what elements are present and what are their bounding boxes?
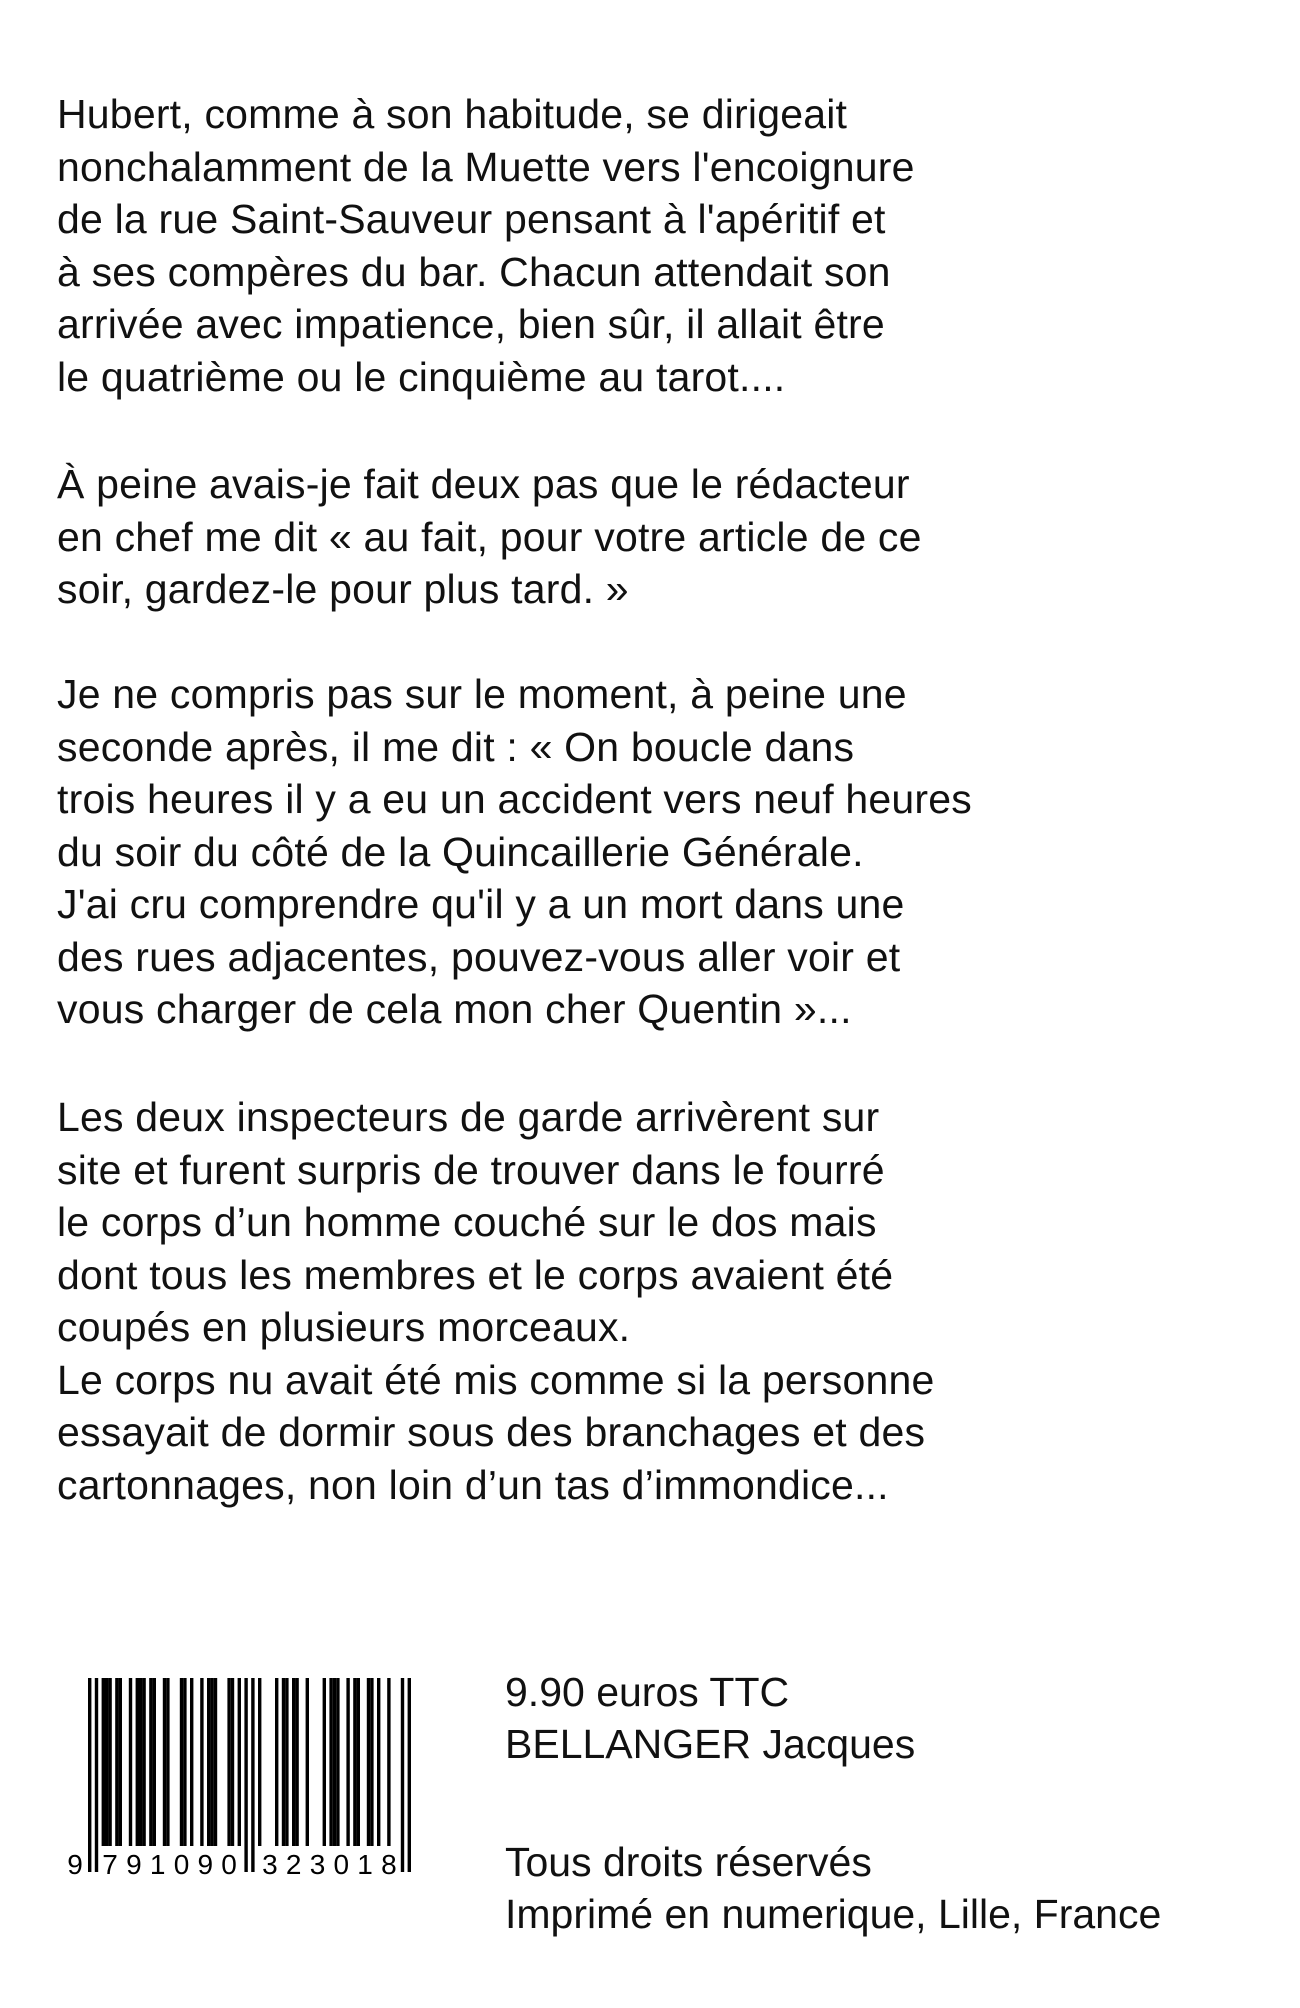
- text-line: en chef me dit « au fait, pour votre article de ce: [57, 513, 922, 560]
- text-line: dont tous les membres et le corps avaient été: [57, 1251, 894, 1298]
- isbn-barcode: [62, 1674, 452, 1914]
- text-line: cartonnages, non loin d’un tas d’immondice...: [57, 1461, 889, 1508]
- text-line: le corps d’un homme couché sur le dos mais: [57, 1199, 877, 1245]
- text-line: Les deux inspecteurs de garde arrivèrent sur: [57, 1094, 880, 1140]
- barcode-bar: [115, 1678, 118, 1846]
- barcode-bar: [129, 1678, 132, 1846]
- barcode-digit: 7: [102, 1849, 118, 1880]
- text-line: site et furent surpris de trouver dans le fourré: [57, 1146, 885, 1193]
- barcode-bar: [153, 1678, 156, 1846]
- text-line: J'ai cru comprendre qu'il y a un mort dans une: [57, 881, 905, 927]
- text-line: du soir du côté de la Quincaillerie Générale.: [57, 828, 864, 875]
- barcode-bar: [227, 1678, 230, 1846]
- barcode-bar: [180, 1678, 183, 1846]
- text-line: Hubert, comme à son habitude, se dirigeait: [57, 91, 848, 137]
- barcode-digit: 3: [309, 1849, 326, 1880]
- barcode-bar: [149, 1678, 152, 1846]
- text-line: seconde après, il me dit : « On boucle dans: [57, 723, 855, 770]
- printing-notice: Imprimé en numerique, Lille, France: [505, 1891, 1162, 1937]
- barcode-bar: [357, 1678, 360, 1846]
- barcode-bar: [119, 1678, 122, 1846]
- barcode-bar: [207, 1678, 210, 1846]
- barcode-digit: 0: [221, 1849, 237, 1880]
- author: BELLANGER Jacques: [505, 1721, 916, 1767]
- text-line: À peine avais-je fait deux pas que le rédacteur: [57, 461, 910, 507]
- barcode-bar: [377, 1678, 380, 1846]
- barcode-guard-bar: [251, 1678, 254, 1872]
- barcode-bar: [105, 1678, 108, 1846]
- barcode-bar: [183, 1678, 186, 1846]
- barcode-bar: [346, 1678, 349, 1846]
- barcode-bar: [166, 1678, 169, 1846]
- barcode-guard-bar: [408, 1678, 411, 1872]
- barcode-digit: 9: [126, 1849, 142, 1880]
- barcode-bar: [282, 1678, 285, 1846]
- barcode-bar: [323, 1678, 326, 1846]
- text-line: Je ne compris pas sur le moment, à peine une: [57, 671, 907, 717]
- barcode-bar: [387, 1678, 390, 1846]
- text-line: nonchalamment de la Muette vers l'encoignure: [57, 143, 915, 190]
- text-line: Le corps nu avait été mis comme si la personne: [57, 1356, 935, 1403]
- barcode-bar: [142, 1678, 145, 1846]
- barcode-guard-bar: [88, 1678, 91, 1872]
- barcode-bar: [231, 1678, 234, 1846]
- barcode-bar: [333, 1678, 336, 1846]
- barcode-bar: [102, 1678, 105, 1846]
- barcode-digit: 9: [67, 1849, 83, 1880]
- barcode-bar: [136, 1678, 139, 1846]
- barcode-bar: [214, 1678, 217, 1846]
- text-line: essayait de dormir sous des branchages et des: [57, 1409, 926, 1455]
- barcode-bar: [108, 1678, 111, 1846]
- barcode-bar: [275, 1678, 278, 1846]
- paragraph-2: [57, 458, 922, 616]
- text-line: trois heures il y a eu un accident vers neuf heures: [57, 776, 972, 822]
- barcode-bar: [163, 1678, 166, 1846]
- barcode-digit: 1: [357, 1849, 373, 1880]
- barcode-digit: 3: [262, 1849, 278, 1880]
- rights-notice: Tous droits réservés: [505, 1839, 872, 1885]
- text-line: à ses compères du bar. Chacun attendait son: [57, 248, 891, 295]
- barcode-digit: 2: [285, 1849, 302, 1880]
- text-line: de la rue Saint-Sauveur pensant à l'apéritif et: [57, 196, 886, 242]
- text-line: des rues adjacentes, pouvez-vous aller voir et: [57, 933, 901, 980]
- barcode-guard-bar: [95, 1678, 98, 1872]
- paragraph-4: [57, 1091, 934, 1511]
- barcode-bar: [200, 1678, 203, 1846]
- paragraph-1: [57, 88, 915, 403]
- text-line: vous charger de cela mon cher Quentin »...: [57, 986, 852, 1032]
- barcode-bar: [292, 1678, 295, 1846]
- barcode-bar: [285, 1678, 288, 1846]
- barcode-digit: 8: [381, 1849, 397, 1880]
- barcode-bar: [258, 1678, 261, 1846]
- price-author-block: [505, 1666, 915, 1770]
- barcode-bar: [336, 1678, 339, 1846]
- barcode-bar: [190, 1678, 193, 1846]
- barcode-bars: [88, 1678, 411, 1872]
- barcode-digit: 9: [197, 1849, 214, 1880]
- text-line: le quatrième ou le cinquième au tarot....: [57, 353, 786, 400]
- barcode-bar: [329, 1678, 332, 1846]
- barcode-bar: [306, 1678, 309, 1846]
- barcode-bar: [238, 1678, 241, 1846]
- barcode-guard-bar: [401, 1678, 404, 1872]
- paragraph-3: [57, 668, 972, 1036]
- barcode-guard-bar: [244, 1678, 247, 1872]
- price: 9.90 euros TTC: [505, 1669, 790, 1715]
- barcode-bar: [370, 1678, 373, 1846]
- barcode-bar: [139, 1678, 142, 1846]
- text-line: coupés en plusieurs morceaux.: [57, 1304, 631, 1350]
- text-line: arrivée avec impatience, bien sûr, il allait être: [57, 301, 885, 347]
- barcode-digit: 1: [149, 1849, 166, 1880]
- barcode-bar: [295, 1678, 298, 1846]
- barcode-bar: [367, 1678, 370, 1846]
- barcode-bar: [353, 1678, 356, 1846]
- text-line: soir, gardez-le pour plus tard. »: [57, 566, 629, 612]
- rights-block: [505, 1836, 1161, 1940]
- barcode-bar: [210, 1678, 213, 1846]
- barcode-digits: [67, 1849, 396, 1880]
- barcode-digit: 0: [173, 1849, 190, 1880]
- barcode-digit: 0: [333, 1849, 350, 1880]
